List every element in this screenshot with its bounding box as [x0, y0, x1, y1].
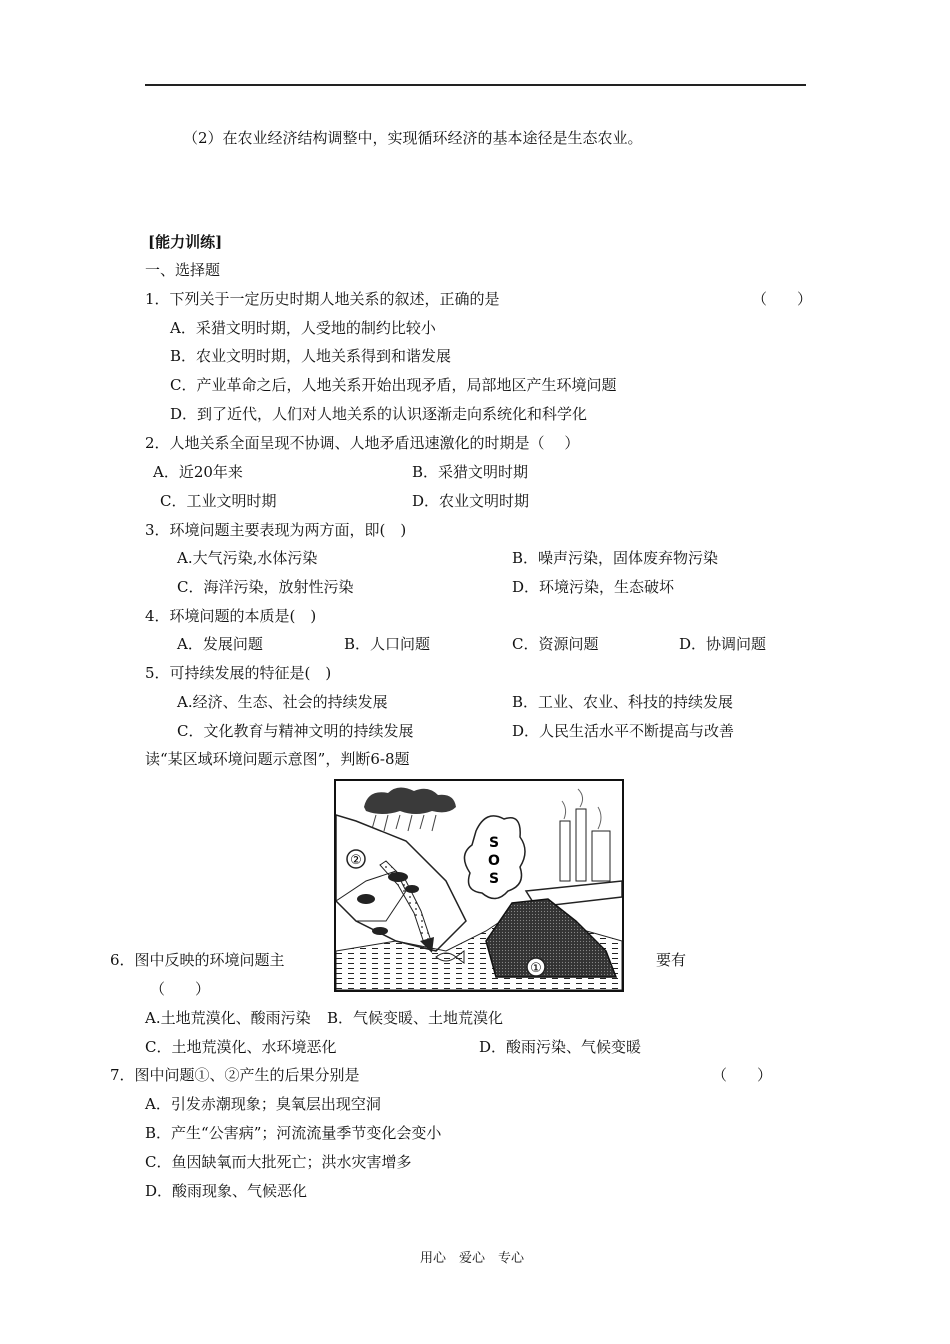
sos-letter-1: S: [488, 835, 500, 851]
q7-option-d: D．酸雨现象、气候恶化: [145, 1182, 308, 1200]
q4-stem: 4．环境问题的本质是( ): [145, 607, 317, 625]
q6-stem-left: 6．图中反映的环境问题主: [110, 951, 285, 969]
q4-option-b: B．人口问题: [344, 635, 431, 653]
q7-answer-paren: （ ）: [712, 1066, 773, 1084]
q2-option-d: D．农业文明时期: [412, 492, 530, 510]
q3-option-d: D．环境污染，生态破坏: [512, 578, 675, 596]
q2-option-b: B．采猎文明时期: [412, 463, 529, 481]
q5-stem: 5．可持续发展的特征是( ): [145, 664, 332, 682]
q5-option-a: A.经济、生态、社会的持续发展: [177, 693, 388, 711]
q1-option-a: A．采猎文明时期，人受地的制约比较小: [170, 319, 436, 337]
q3-option-b: B．噪声污染，固体废弃物污染: [512, 549, 719, 567]
page-footer: 用心 爱心 专心: [420, 1251, 525, 1266]
section-title: [能力训练]: [148, 233, 223, 251]
q2-option-c: C．工业文明时期: [160, 492, 277, 510]
q1-option-b: B．农业文明时期，人地关系得到和谐发展: [170, 347, 452, 365]
q5-option-b: B．工业、农业、科技的持续发展: [512, 693, 734, 711]
q2-stem: 2．人地关系全面呈现不协调、人地矛盾迅速激化的时期是（ ）: [145, 434, 580, 452]
sos-letter-2: O: [488, 853, 500, 869]
q6-option-d: D．酸雨污染、气候变暖: [479, 1038, 642, 1056]
q4-option-c: C．资源问题: [512, 635, 599, 653]
q6-option-a: A.土地荒漠化、酸雨污染: [145, 1009, 311, 1027]
q3-option-c: C．海洋污染，放射性污染: [177, 578, 354, 596]
q2-option-a: A．近20年来: [153, 463, 243, 481]
q6-answer-paren: （ ）: [150, 980, 211, 998]
q1-stem: 1．下列关于一定历史时期人地关系的叙述，正确的是: [145, 290, 500, 308]
q7-stem: 7．图中问题①、②产生的后果分别是: [110, 1066, 360, 1084]
q3-option-a: A.大气污染,水体污染: [177, 549, 318, 567]
figure-marker-1: ①: [530, 961, 542, 976]
header-note: （2）在农业经济结构调整中，实现循环经济的基本途径是生态农业。: [183, 129, 643, 147]
environment-problem-figure: [334, 779, 624, 992]
q3-stem: 3．环境问题主要表现为两方面，即( ): [145, 521, 407, 539]
q5-option-c: C．文化教育与精神文明的持续发展: [177, 722, 414, 740]
q5-option-d: D．人民生活水平不断提高与改善: [512, 722, 735, 740]
q1-answer-paren: （ ）: [752, 290, 813, 308]
q4-option-d: D．协调问题: [679, 635, 767, 653]
q1-option-d: D．到了近代，人们对人地关系的认识逐渐走向系统化和科学化: [170, 405, 588, 423]
part-title: 一、选择题: [145, 261, 221, 279]
q6-option-c: C．土地荒漠化、水环境恶化: [145, 1038, 337, 1056]
figure-marker-2: ②: [350, 853, 362, 868]
q1-option-c: C．产业革命之后，人地关系开始出现矛盾，局部地区产生环境问题: [170, 376, 617, 394]
q7-option-b: B．产生“公害病”；河流流量季节变化会变小: [145, 1124, 442, 1142]
q6-stem-right: 要有: [656, 951, 687, 969]
reading-instruction: 读“某区域环境问题示意图”，判断6-8题: [145, 750, 410, 768]
q7-option-c: C．鱼因缺氧而大批死亡；洪水灾害增多: [145, 1153, 412, 1171]
q7-option-a: A．引发赤潮现象；臭氧层出现空洞: [145, 1095, 381, 1113]
header-rule: [145, 84, 806, 86]
sos-letter-3: S: [488, 871, 500, 887]
q6-option-b: B．气候变暖、土地荒漠化: [327, 1009, 504, 1027]
q4-option-a: A．发展问题: [177, 635, 263, 653]
